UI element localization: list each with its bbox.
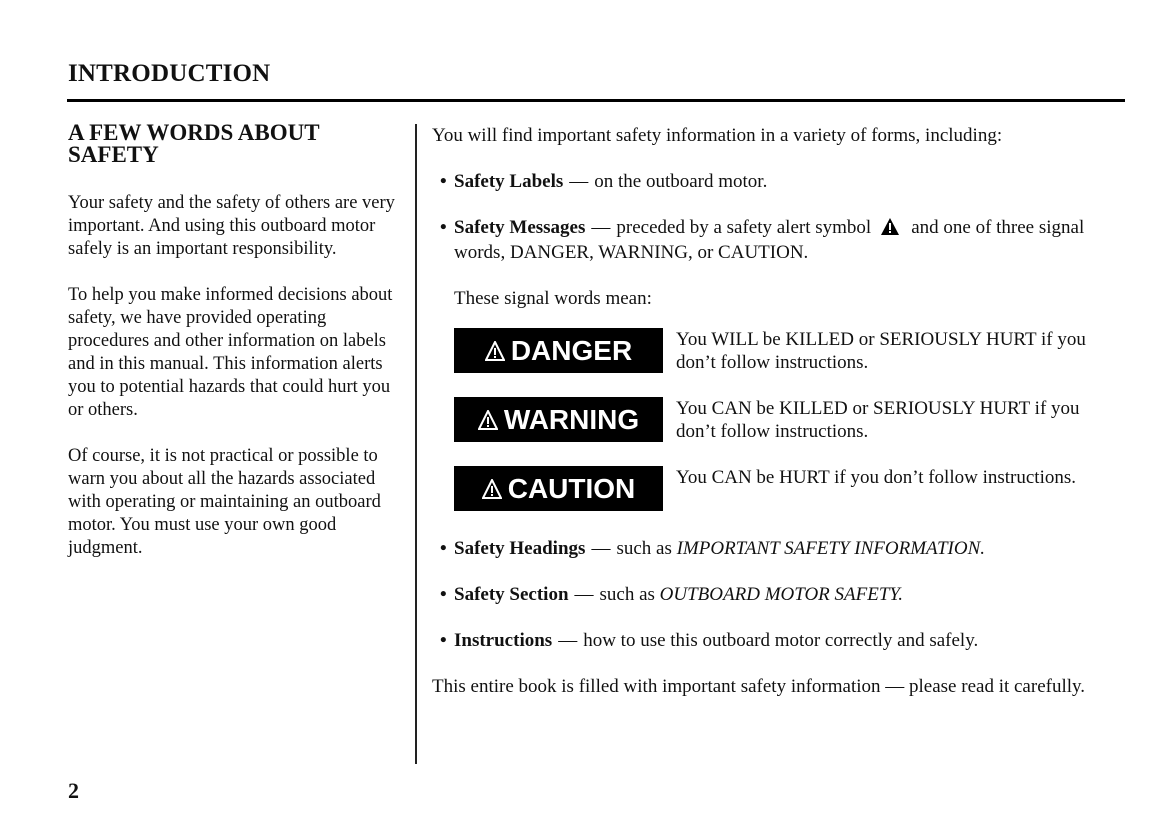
left-column [68,122,408,583]
page-header-title: INTRODUCTION [68,60,271,87]
danger-label: DANGER [454,328,663,373]
paragraph-3: Of course, it is not practical or possible to warn you about all the hazards associated with operating or maintaining an outboard motor. You must use your own good judgment. [68,446,381,558]
bullet-safety-messages: • Safety Messages — preceded by a safety alert symbol and one of three signal words, DANGER, WARNING, or CAUTION. [440,217,1085,263]
caution-description: You CAN be HURT if you don’t follow instructions. [676,467,1076,488]
alert-triangle-icon [478,410,498,430]
bullet-safety-section: • Safety Section — such as OUTBOARD MOTOR SAFETY. [440,584,903,605]
page-number: 2 [68,778,79,803]
safety-alert-triangle-icon [881,218,899,241]
closing-paragraph: This entire book is filled with important safety information — please read it carefully. [432,676,1086,697]
section-title: A FEW WORDS ABOUT SAFETY [68,120,320,167]
paragraph-1: Your safety and the safety of others are very important. And using this outboard motor safely is an important responsibility. [68,193,395,259]
bullet-safety-labels: • Safety Labels — on the outboard motor. [440,171,768,192]
bullet-instructions: • Instructions — how to use this outboard motor correctly and safely. [440,630,979,651]
right-column [432,124,1122,310]
signal-words-intro: These signal words mean: [454,288,652,309]
paragraph-2: To help you make informed decisions about safety, we have provided operating procedures and other information on labels and in this manual. This information alerts you to potential hazards that could hurt you or others. [68,285,393,420]
right-column-lower [432,537,1122,652]
bullet-safety-headings: • Safety Headings — such as IMPORTANT SAFETY INFORMATION. [440,538,985,559]
warning-label: WARNING [454,397,663,442]
warning-description: You CAN be KILLED or SERIOUSLY HURT if you don’t follow instructions. [676,398,1080,442]
alert-triangle-icon [482,479,502,499]
danger-description: You WILL be KILLED or SERIOUSLY HURT if you don’t follow instructions. [676,329,1086,373]
header-rule [67,99,1125,102]
forms-intro: You will find important safety information in a variety of forms, including: [432,125,1003,146]
column-divider [415,124,417,764]
caution-label: CAUTION [454,466,663,511]
alert-triangle-icon [485,341,505,361]
